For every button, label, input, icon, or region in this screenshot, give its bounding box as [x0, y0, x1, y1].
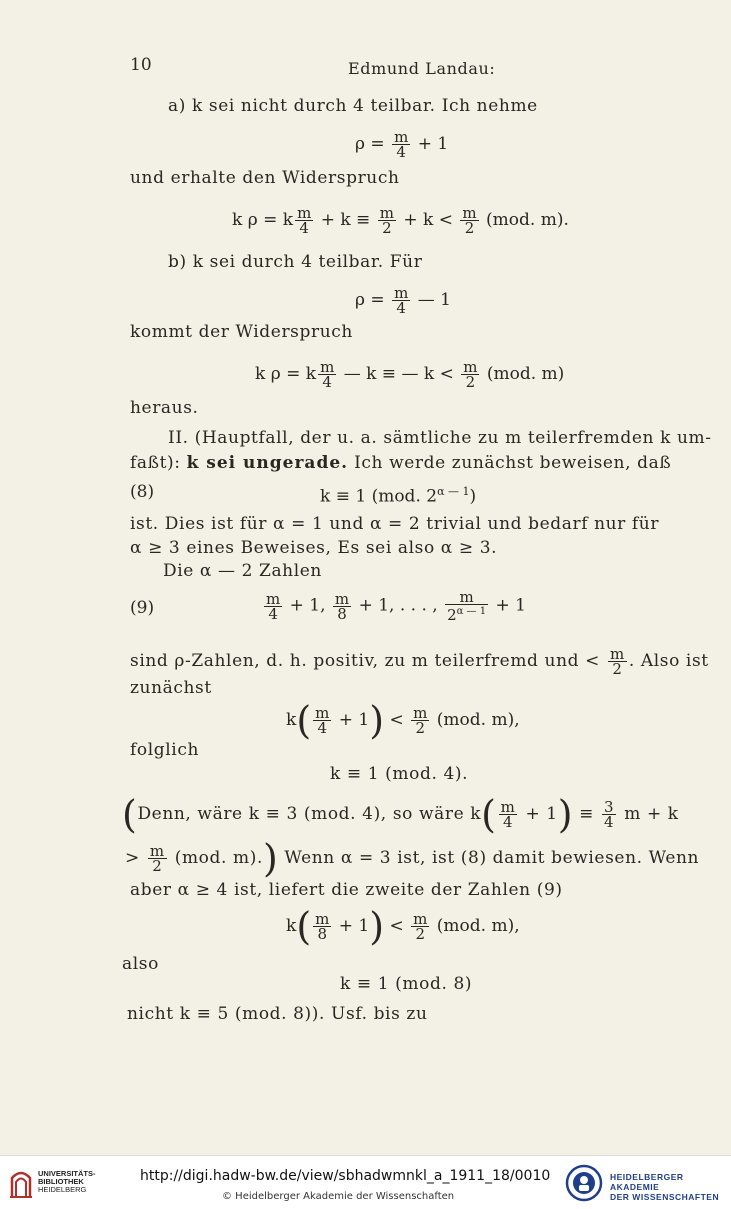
eq9-label: (9) [130, 598, 155, 618]
text-widerspruch-a: und erhalte den Widerspruch [130, 168, 400, 188]
running-title: Edmund Landau: [348, 59, 496, 78]
text-folglich: folglich [130, 740, 199, 760]
section-II-line1: II. (Hauptfall, der u. a. sämtliche zu m teilerfremden k um- [168, 428, 712, 448]
eq-k-mod8: k ≡ 1 (mod. 8) [340, 974, 473, 994]
eq-contradiction-a: k ρ = k $\frac{m}{4}$ + k ≡ $\frac{m}{2}$ + k < $\frac{m}{2}$ (mod. m). [232, 204, 569, 237]
page-number: 10 [130, 55, 152, 75]
text-ist-line2: α ≥ 3 eines Beweises, Es sei also α ≥ 3. [130, 538, 498, 558]
eq8: k ≡ 1 (mod. $2^{\alpha — 1}$) [320, 485, 477, 507]
text-zahlen: Die α — 2 Zahlen [163, 561, 322, 581]
university-library-logo-icon [8, 1166, 34, 1200]
text-heraus: heraus. [130, 398, 199, 418]
section-II-line2: faßt): k sei ungerade. Ich werde zunächst beweisen, daß [130, 453, 672, 473]
eq-rho-minus: ρ = $\frac{m}{4}$ — 1 [355, 284, 451, 317]
text-also: also [122, 954, 159, 974]
eq-k-quarter: k( $\frac{m}{4}$ + 1) < $\frac{m}{2}$ (mod. m), [286, 698, 520, 743]
eq-rho-plus: ρ = $\frac{m}{4}$ + 1 [355, 128, 449, 161]
case-b-intro: b) k sei durch 4 teilbar. Für [168, 252, 423, 272]
text-nicht: nicht k ≡ 5 (mod. 8)). Usf. bis zu [127, 1004, 428, 1024]
permalink-url[interactable]: http://digi.hadw-bw.de/view/sbhadwmnkl_a_1911_18/0010 [140, 1168, 551, 1184]
eq9: $\frac{m}{4}$ + 1, $\frac{m}{8}$ + 1, . . . , $\frac{m}{2^{\alpha — 1}}$ + 1 [266, 588, 526, 624]
copyright-notice: © Heidelberger Akademie der Wissenschaften [222, 1191, 455, 1202]
text-widerspruch-b: kommt der Widerspruch [130, 322, 353, 342]
text-ist-line: ist. Dies ist für α = 1 und α = 2 trivial und bedarf nur für [130, 514, 660, 534]
text-sind: sind ρ-Zahlen, d. h. positiv, zu m teilerfremd und < $\frac{m}{2}$ . Also ist [130, 645, 709, 678]
text-aber: aber α ≥ 4 ist, liefert die zweite der Zahlen (9) [130, 880, 563, 900]
academy-seal-icon [565, 1164, 603, 1202]
eq-k-mod4: k ≡ 1 (mod. 4). [330, 764, 469, 784]
text-wenn: > $\frac{m}{2}$ (mod. m).) Wenn α = 3 ist, ist (8) damit bewiesen. Wenn [125, 836, 700, 881]
academy-label: HEIDELBERGER AKADEMIE DER WISSENSCHAFTEN [610, 1172, 720, 1202]
eq-k-eighth: k( $\frac{m}{8}$ + 1) < $\frac{m}{2}$ (mod. m), [286, 904, 520, 949]
eq8-label: (8) [130, 482, 155, 502]
text-zunachst: zunächst [130, 678, 212, 698]
university-library-label: UNIVERSITÄTS- BIBLIOTHEK HEIDELBERG [38, 1169, 96, 1194]
eq-contradiction-b: k ρ = k $\frac{m}{4}$ — k ≡ — k < $\frac{m}{2}$ (mod. m) [255, 358, 565, 391]
text-denn: (Denn, wäre k ≡ 3 (mod. 4), so wäre k( $\frac{m}{4}$ + 1) ≡ $\frac{3}{4}$ m + k [122, 792, 679, 837]
case-a-intro: a) k sei nicht durch 4 teilbar. Ich nehme [168, 96, 538, 116]
footer-bar [0, 1155, 731, 1209]
